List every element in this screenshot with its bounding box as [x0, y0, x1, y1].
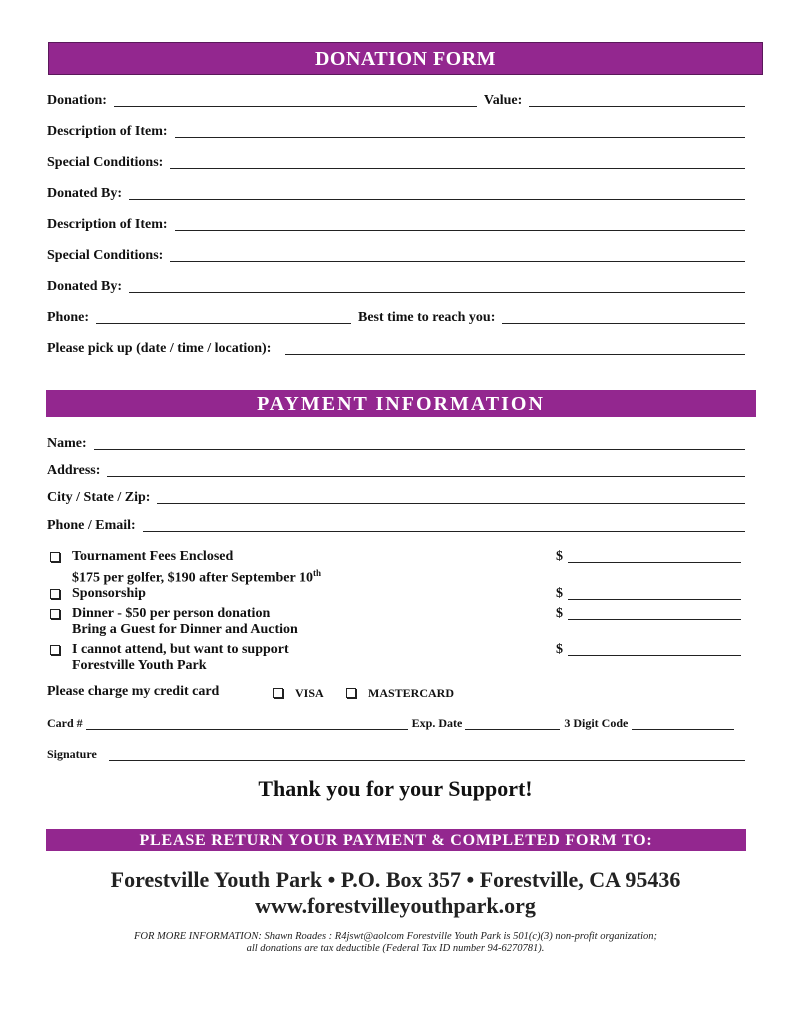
address-line: Forestville Youth Park • P.O. Box 357 • Forestville, CA 95436 [110, 867, 681, 892]
special-conditions-field[interactable] [170, 168, 745, 169]
city-state-zip-field[interactable] [157, 503, 745, 504]
donated-by-row-2 [47, 279, 745, 295]
exp-date-field[interactable] [465, 729, 560, 730]
donation-form-header: DONATION FORM [48, 42, 763, 75]
best-time-label: Best time to reach you: [358, 310, 496, 325]
visa-option[interactable] [273, 686, 324, 701]
amount-field[interactable] [568, 655, 741, 656]
phone-email-row [47, 518, 745, 534]
exp-date-label: Exp. Date [411, 716, 463, 730]
value-field[interactable] [529, 106, 745, 107]
donation-field[interactable] [114, 106, 477, 107]
pickup-field[interactable] [285, 354, 745, 355]
phone-field[interactable] [96, 323, 351, 324]
address-label: Address: [47, 463, 101, 478]
option-sublabel: Forestville Youth Park [72, 658, 207, 673]
donated-by-label: Donated By: [47, 279, 123, 294]
special-conditions-field[interactable] [170, 261, 745, 262]
signature-row [47, 747, 745, 762]
info-line-1: FOR MORE INFORMATION: Shawn Roades : R4jswt@aolcom Forestville Youth Park is 501(c)(3) non-profit organization; [133, 931, 658, 942]
dollar-sign: $ [556, 642, 563, 657]
donation-row [47, 93, 745, 109]
dollar-sign: $ [556, 586, 563, 601]
dollar-sign: $ [556, 549, 563, 564]
description-field[interactable] [175, 137, 745, 138]
visa-label: VISA [295, 686, 324, 700]
checkbox-icon[interactable] [50, 552, 60, 562]
option-sublabel: Bring a Guest for Dinner and Auction [72, 622, 298, 637]
description-row-1 [47, 124, 745, 140]
pickup-label: Please pick up (date / time / location): [47, 341, 272, 356]
donated-by-field[interactable] [129, 292, 745, 293]
description-label: Description of Item: [47, 217, 168, 232]
card-number-label: Card # [47, 716, 83, 730]
address-field[interactable] [107, 476, 745, 477]
return-header: PLEASE RETURN YOUR PAYMENT & COMPLETED FORM TO: [46, 829, 746, 851]
amount-field[interactable] [568, 562, 741, 563]
option-label: I cannot attend, but want to support [72, 642, 289, 657]
payment-information-header: PAYMENT INFORMATION [46, 390, 756, 417]
value-label: Value: [483, 93, 523, 108]
name-label: Name: [47, 436, 87, 451]
checkbox-icon[interactable] [273, 688, 283, 698]
special-conditions-row-2 [47, 248, 745, 264]
donated-by-field[interactable] [129, 199, 745, 200]
option-label: Tournament Fees Enclosed [72, 549, 234, 564]
special-conditions-row-1 [47, 155, 745, 171]
donated-by-label: Donated By: [47, 186, 123, 201]
checkbox-icon[interactable] [50, 609, 60, 619]
thank-you-text: Thank you for your Support! [258, 776, 533, 801]
option-label: Sponsorship [72, 586, 146, 601]
option-sublabel: $175 per golfer, $190 after September 10th [72, 568, 321, 586]
pickup-row [47, 341, 745, 357]
card-row [47, 716, 734, 731]
special-conditions-label: Special Conditions: [47, 248, 164, 263]
option-label: Dinner - $50 per person donation [72, 606, 271, 621]
mailing-address [0, 867, 791, 919]
dollar-sign: $ [556, 606, 563, 621]
website-link[interactable]: www.forestvilleyouthpark.org [255, 893, 536, 918]
special-conditions-label: Special Conditions: [47, 155, 164, 170]
mastercard-label: MASTERCARD [368, 686, 455, 700]
donation-label: Donation: [47, 93, 107, 108]
description-row-2 [47, 217, 745, 233]
more-information [0, 931, 791, 955]
card-number-field[interactable] [86, 729, 408, 730]
security-code-label: 3 Digit Code [564, 716, 629, 730]
mastercard-option[interactable] [346, 686, 454, 701]
credit-card-label: Please charge my credit card [47, 684, 220, 699]
checkbox-icon[interactable] [50, 645, 60, 655]
security-code-field[interactable] [632, 729, 734, 730]
best-time-field[interactable] [502, 323, 745, 324]
name-row [47, 436, 745, 452]
checkbox-icon[interactable] [50, 589, 60, 599]
signature-label: Signature [47, 747, 97, 761]
city-state-zip-label: City / State / Zip: [47, 490, 151, 505]
address-row [47, 463, 745, 479]
amount-field[interactable] [568, 599, 741, 600]
signature-field[interactable] [109, 760, 745, 761]
checkbox-icon[interactable] [346, 688, 356, 698]
phone-email-field[interactable] [143, 531, 745, 532]
city-state-zip-row [47, 490, 745, 506]
phone-email-label: Phone / Email: [47, 518, 136, 533]
name-field[interactable] [94, 449, 745, 450]
donated-by-row-1 [47, 186, 745, 202]
phone-label: Phone: [47, 310, 89, 325]
info-line-2: all donations are tax deductible (Federal Tax ID number 94-6270781). [246, 943, 545, 954]
amount-field[interactable] [568, 619, 741, 620]
description-field[interactable] [175, 230, 745, 231]
description-label: Description of Item: [47, 124, 168, 139]
phone-row [47, 310, 745, 326]
